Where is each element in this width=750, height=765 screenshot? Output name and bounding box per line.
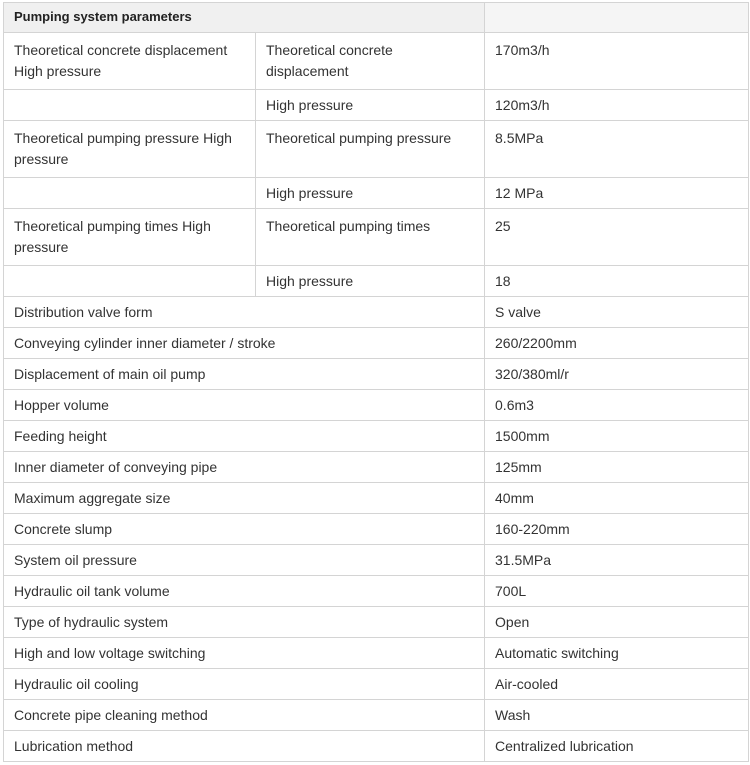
row-value: Wash: [485, 700, 749, 731]
table-row: [4, 514, 749, 545]
row-label: Hydraulic oil cooling: [4, 669, 485, 700]
row-value: 31.5MPa: [485, 545, 749, 576]
table-row: [4, 209, 749, 266]
row-label: Maximum aggregate size: [4, 483, 485, 514]
row-label: Feeding height: [4, 421, 485, 452]
table-header-value: [485, 3, 749, 33]
row-value: 8.5MPa: [485, 121, 749, 178]
row-value: 260/2200mm: [485, 328, 749, 359]
table-row: [4, 483, 749, 514]
table-row: [4, 328, 749, 359]
table-row: [4, 266, 749, 297]
table-row: [4, 297, 749, 328]
row-sublabel: Theoretical pumping pressure: [256, 121, 485, 178]
table-row: [4, 607, 749, 638]
table-row: [4, 421, 749, 452]
row-value: 25: [485, 209, 749, 266]
row-sublabel: Theoretical pumping times: [256, 209, 485, 266]
table-row: [4, 731, 749, 762]
row-value: 120m3/h: [485, 90, 749, 121]
row-label: [4, 90, 256, 121]
row-value: 40mm: [485, 483, 749, 514]
table-row: [4, 669, 749, 700]
row-value: 18: [485, 266, 749, 297]
row-label: Displacement of main oil pump: [4, 359, 485, 390]
table-title: Pumping system parameters: [4, 3, 485, 33]
table-row: [4, 90, 749, 121]
row-sublabel: High pressure: [256, 178, 485, 209]
row-value: 320/380ml/r: [485, 359, 749, 390]
row-label: Theoretical pumping times High pressure: [4, 209, 256, 266]
row-value: S valve: [485, 297, 749, 328]
row-value: 170m3/h: [485, 33, 749, 90]
row-label: Hopper volume: [4, 390, 485, 421]
table-row: [4, 452, 749, 483]
row-label: Distribution valve form: [4, 297, 485, 328]
table-row: [4, 700, 749, 731]
table-row: [4, 359, 749, 390]
row-value: 12 MPa: [485, 178, 749, 209]
row-label: Lubrication method: [4, 731, 485, 762]
row-label: Concrete pipe cleaning method: [4, 700, 485, 731]
row-label: Hydraulic oil tank volume: [4, 576, 485, 607]
row-label: Conveying cylinder inner diameter / stroke: [4, 328, 485, 359]
table-row: [4, 33, 749, 90]
row-label: Type of hydraulic system: [4, 607, 485, 638]
table-row: [4, 178, 749, 209]
row-value: Open: [485, 607, 749, 638]
row-value: 0.6m3: [485, 390, 749, 421]
table-row: [4, 390, 749, 421]
row-label: Concrete slump: [4, 514, 485, 545]
row-label: Theoretical concrete displacement High pressure: [4, 33, 256, 90]
table-row: [4, 576, 749, 607]
row-label: Theoretical pumping pressure High pressure: [4, 121, 256, 178]
table-row: [4, 638, 749, 669]
table-header-row: [4, 3, 749, 33]
row-label: System oil pressure: [4, 545, 485, 576]
row-value: Automatic switching: [485, 638, 749, 669]
row-value: 160-220mm: [485, 514, 749, 545]
row-value: Centralized lubrication: [485, 731, 749, 762]
row-label: [4, 178, 256, 209]
row-value: 125mm: [485, 452, 749, 483]
row-value: 1500mm: [485, 421, 749, 452]
row-sublabel: Theoretical concrete displacement: [256, 33, 485, 90]
table-row: [4, 121, 749, 178]
row-label: [4, 266, 256, 297]
row-sublabel: High pressure: [256, 90, 485, 121]
row-label: High and low voltage switching: [4, 638, 485, 669]
row-sublabel: High pressure: [256, 266, 485, 297]
row-value: 700L: [485, 576, 749, 607]
row-value: Air-cooled: [485, 669, 749, 700]
table-row: [4, 545, 749, 576]
spec-table: [3, 2, 749, 762]
row-label: Inner diameter of conveying pipe: [4, 452, 485, 483]
